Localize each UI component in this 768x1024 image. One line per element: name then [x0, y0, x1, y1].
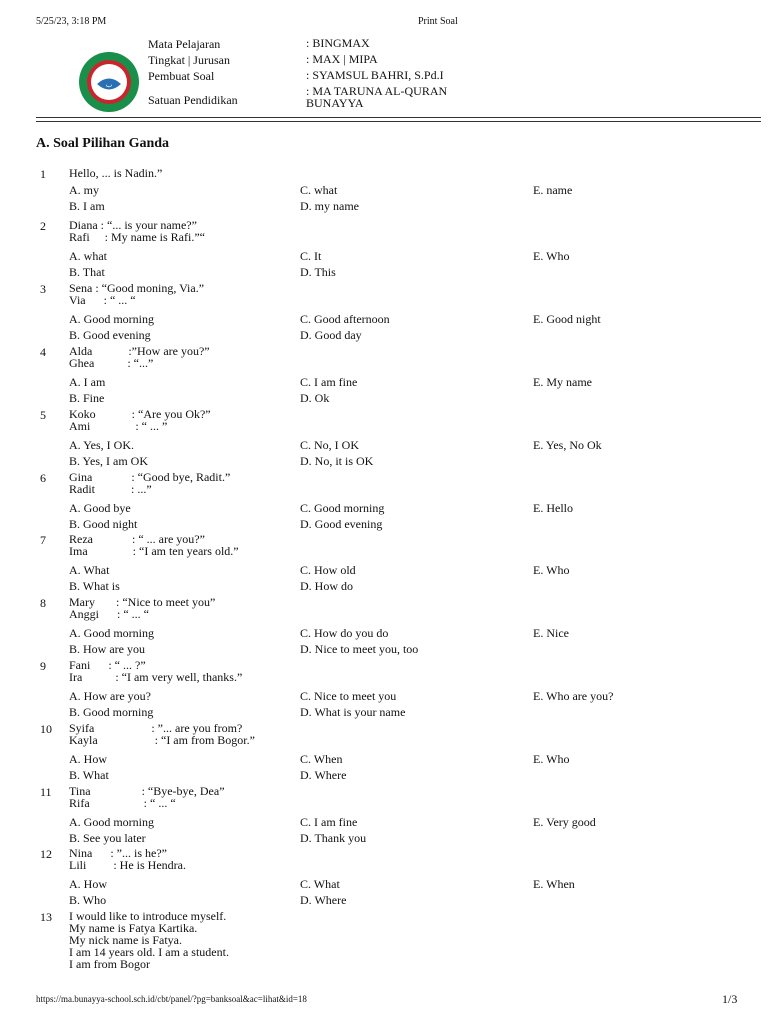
answer-option: B. Who [69, 893, 107, 907]
answer-option: B. That [69, 265, 105, 279]
header-info [148, 36, 568, 110]
answer-option: B. See you later [69, 831, 146, 845]
answer-option: D. Good evening [300, 517, 383, 531]
answer-option: A. Good morning [69, 815, 154, 829]
svg-text:ب: ب [105, 81, 113, 89]
header-divider [36, 121, 761, 122]
question-stem: Nina : ”... is he?” Lili : He is Hendra. [69, 846, 186, 872]
header-label: Mata Pelajaran [148, 37, 221, 51]
question-stem: Syifa : ”... are you from? Kayla : “I am from Bogor.” [69, 721, 255, 747]
answer-option: E. Who [533, 752, 570, 766]
header-divider [36, 117, 761, 118]
question-number: 1 [40, 167, 46, 181]
answer-option: A. How [69, 877, 107, 891]
answer-option: D. No, it is OK [300, 454, 374, 468]
answer-option: C. It [300, 249, 322, 263]
question-stem: Alda :”How are you?” Ghea : “...” [69, 344, 210, 370]
question-stem: Fani : “ ... ?” Ira : “I am very well, thanks.” [69, 658, 243, 684]
answer-option: C. I am fine [300, 375, 358, 389]
answer-option: E. name [533, 183, 573, 197]
answer-option: C. What [300, 877, 340, 891]
answer-option: E. Who [533, 249, 570, 263]
question-stem: Mary : “Nice to meet you” Anggi : “ ... “ [69, 595, 216, 621]
answer-option: B. Good night [69, 517, 138, 531]
answer-option: B. What [69, 768, 109, 782]
question-number: 11 [40, 785, 52, 799]
question-number: 3 [40, 282, 46, 296]
header-label: Tingkat | Jurusan [148, 53, 230, 67]
answer-option: E. Nice [533, 626, 569, 640]
answer-option: B. Fine [69, 391, 105, 405]
question-stem: Hello, ... is Nadin.” [69, 166, 163, 180]
answer-option: B. I am [69, 199, 105, 213]
answer-option: A. What [69, 563, 110, 577]
header-label: Satuan Pendidikan [148, 93, 238, 107]
answer-option: E. Very good [533, 815, 596, 829]
answer-option: B. What is [69, 579, 120, 593]
question-number: 10 [40, 722, 52, 736]
question-stem: Tina : “Bye-bye, Dea” Rifa : “ ... “ [69, 784, 225, 810]
answer-option: A. Good bye [69, 501, 131, 515]
answer-option: C. Good afternoon [300, 312, 390, 326]
school-logo [78, 51, 140, 113]
question-number: 7 [40, 533, 46, 547]
answer-option: C. How do you do [300, 626, 389, 640]
answer-option: E. Who are you? [533, 689, 614, 703]
question-stem: Gina : “Good bye, Radit.” Radit : ...” [69, 470, 231, 496]
answer-option: A. How are you? [69, 689, 151, 703]
answer-option: C. Nice to meet you [300, 689, 397, 703]
header-row-level [148, 53, 568, 69]
answer-option: E. Who [533, 563, 570, 577]
question-stem: I would like to introduce myself. My name is Fatya Kartika. My nick name is Fatya. I am 14 years old. I am a student. I am from Bogor [69, 909, 229, 971]
answer-option: D. This [300, 265, 336, 279]
answer-option: A. my [69, 183, 99, 197]
answer-option: C. Good morning [300, 501, 385, 515]
answer-option: D. How do [300, 579, 353, 593]
header-row-school [148, 84, 568, 110]
answer-option: E. Yes, No Ok [533, 438, 602, 452]
answer-option: B. Yes, I am OK [69, 454, 149, 468]
question-number: 4 [40, 345, 46, 359]
header-value: : SYAMSUL BAHRI, S.Pd.I [306, 68, 444, 82]
question-number: 5 [40, 408, 46, 422]
question-number: 12 [40, 847, 52, 861]
answer-option: C. I am fine [300, 815, 358, 829]
answer-option: C. How old [300, 563, 356, 577]
question-stem: Diana : “... is your name?” Rafi : My name is Rafi.”“ [69, 218, 205, 244]
answer-option: D. Ok [300, 391, 330, 405]
question-number: 13 [40, 910, 52, 924]
header-row-author [148, 69, 568, 85]
answer-option: E. Hello [533, 501, 573, 515]
print-title: Print Soal [418, 16, 458, 27]
section-title: A. Soal Pilihan Ganda [36, 136, 170, 151]
answer-option: A. Good morning [69, 312, 154, 326]
answer-option: D. Thank you [300, 831, 367, 845]
footer-url: https://ma.bunayya-school.sch.id/cbt/panel/?pg=banksoal&ac=lihat&id=18 [36, 994, 307, 1004]
answer-option: A. Yes, I OK. [69, 438, 135, 452]
answer-option: A. what [69, 249, 107, 263]
question-number: 9 [40, 659, 46, 673]
answer-option: D. What is your name [300, 705, 406, 719]
answer-option: D. my name [300, 199, 359, 213]
answer-option: D. Good day [300, 328, 362, 342]
answer-option: D. Where [300, 768, 347, 782]
answer-option: B. Good morning [69, 705, 154, 719]
question-stem: Koko : “Are you Ok?” Ami : “ ... ” [69, 407, 211, 433]
footer-page-number: 1/3 [722, 992, 738, 1006]
answer-option: B. Good evening [69, 328, 151, 342]
header-row-subject [148, 37, 568, 53]
answer-option: D. Where [300, 893, 347, 907]
answer-option: C. No, I OK [300, 438, 359, 452]
answer-option: D. Nice to meet you, too [300, 642, 419, 656]
question-stem: Sena : “Good moning, Via.” Via : “ ... “ [69, 281, 205, 307]
answer-option: C. what [300, 183, 338, 197]
question-number: 2 [40, 219, 46, 233]
answer-option: A. Good morning [69, 626, 154, 640]
answer-option: E. My name [533, 375, 592, 389]
header-label: Pembuat Soal [148, 69, 215, 83]
header-value: : MA TARUNA AL-QURAN BUNAYYA [306, 84, 448, 110]
header-value: : MAX | MIPA [306, 52, 378, 66]
answer-option: A. How [69, 752, 107, 766]
question-number: 6 [40, 471, 46, 485]
answer-option: C. When [300, 752, 343, 766]
print-timestamp: 5/25/23, 3:18 PM [36, 16, 107, 27]
answer-option: E. When [533, 877, 575, 891]
question-stem: Reza : “ ... are you?” Ima : “I am ten years old.” [69, 532, 239, 558]
answer-option: A. I am [69, 375, 106, 389]
question-number: 8 [40, 596, 46, 610]
header-value: : BINGMAX [306, 36, 370, 50]
answer-option: E. Good night [533, 312, 601, 326]
answer-option: B. How are you [69, 642, 145, 656]
